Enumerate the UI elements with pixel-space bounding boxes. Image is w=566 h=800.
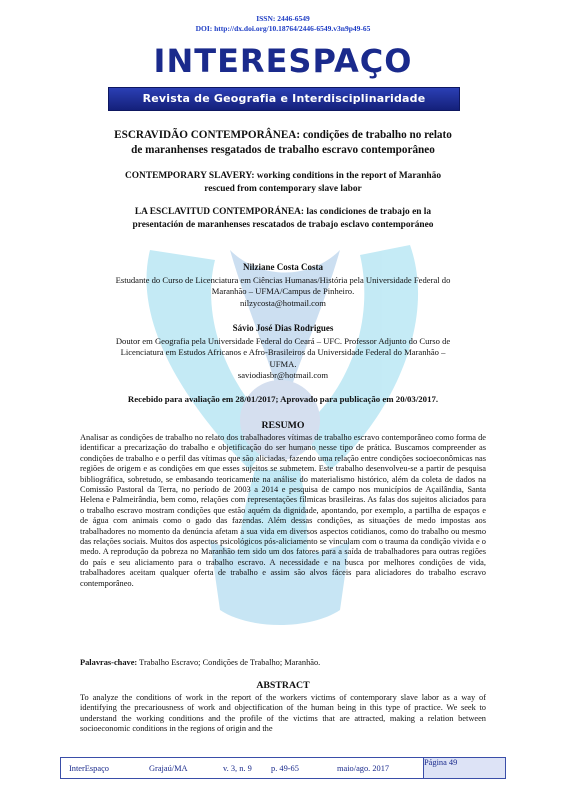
journal-banner [108,87,460,111]
title-pt-line1: ESCRAVIDÃO CONTEMPORÂNEA: condições de trabalho no relato [114,129,452,141]
title-en-line2: rescued from contemporary slave labor [204,183,362,194]
footer-journal: InterEspaço [69,763,109,773]
footer-place: Grajaú/MA [149,763,188,773]
page-footer [60,757,506,779]
title-portuguese [60,128,506,158]
title-english [70,170,496,195]
author-affiliation: Estudante do Curso de Licenciatura em Ciências Humanas/História pela Universidade Federal do [115,274,451,285]
doi-link[interactable]: DOI: http://dx.doi.org/10.18764/2446-6549.v3n9p49-65 [195,24,371,33]
author-name: Sávio José Dias Rodrigues [232,323,334,333]
footer-date: maio/ago. 2017 [337,763,390,773]
title-en-line1: CONTEMPORARY SLAVERY: working conditions in the report of Maranhão [124,171,442,181]
title-es-line1: LA ESCLAVITUD CONTEMPORÁNEA: las condiciones de trabajo en la [134,207,432,217]
footer-pages: p. 49-65 [271,763,299,773]
abstract-heading: ABSTRACT [256,680,310,691]
footer-page-number: Página 49 [423,758,505,778]
author-email[interactable]: saviodiasbr@hotmail.com [237,370,329,380]
author-affiliation: Doutor em Geografia pela Universidade Federal do Ceará – UFC. Professor Adjunto do Curso de [115,335,451,346]
author-name: Nilziane Costa Costa [243,262,323,272]
abstract-text: To analyze the conditions of work in the report of the workers victims of contemporary slave labor as a way of identifying the precariousness of work and objectification of the human being in this type of practice. We seek to understand the working conditions and the profile of the victims that are attracted, making a relation between socioeconomic conditions in the regions of origin and the [80,693,486,734]
keywords-text: Trabalho Escravo; Condições de Trabalho; Maranhão. [137,658,321,667]
author-block-1 [70,262,496,309]
resumo-text: Analisar as condições de trabalho no relato dos trabalhadores vítimas de trabalho escravo contemporâneo como forma de identificar a precarização do trabalho e objetificação do ser humano nesse tipo de prática. Buscamos compreender as condições de trabalho e o perfil das vítimas que são aliciadas, fazendo uma relação entre condições socioeconômicas nas regiões de origem e as condições em que esses sujeitos se submetem. Este trabalho desenvolveu-se a partir de pesquisa bibliográfica, sobretudo, se embasando teoricamente na análise do materialismo histórico, além da coleta de dados na Comissão Pastoral da Terra, no período de 2003 a 2014 e pesquisa de campo nos municípios de Açailândia, Santa Helena e Palmeirândia, bem como, relações com representações fílmicas brasileiras. As falas dos sujeitos aliciados para o trabalho escravo mostram condições que estão aquém da dignidade, apontando, por exemplo, a partilha de espaços e de água com animais como o gado das fazendas. Além dessas condições, as situações de medo impostas aos trabalhadores no momento da denúncia afetam a sua vida em diversos aspectos cotidianos, como do trabalho ou mesmo das relações sociais. Muitos dos aspectos psicológicos pós-aliciamento se vinculam com o trauma da condição vivida e o medo. A reprodução da pobreza no Maranhão tem sido um dos fatores para a saída de trabalhadores para outras regiões do país e seu aliciamento para o trabalho escravo. A necessidade e na busca por melhores condições de vida, trabalhadores aceitam qualquer oferta de trabalho e assim são alvos fáceis para aliciadores do trabalho escravo contemporâneo. [80,433,486,588]
keywords-label: Palavras-chave: [80,658,138,667]
footer-volume: v. 3, n. 9 [223,763,252,773]
author-email[interactable]: nilzycosta@hotmail.com [240,297,326,308]
title-es-line2: presentación de maranhenses rescatados de trabajo esclavo contemporáneo [132,219,434,230]
author-affiliation: Maranhão – UFMA/Campus de Pinheiro. [211,286,355,296]
author-affiliation: Licenciatura em Estudos Africanos e Afro-Brasileiros da Universidade Federal do Maranhão – [120,347,446,357]
resumo-heading: RESUMO [261,420,305,431]
issn-line: ISSN: 2446-6549 [256,14,310,23]
keywords [80,658,486,667]
journal-logo [108,40,458,82]
author-affiliation: UFMA. [269,358,297,369]
author-block-2 [70,323,496,382]
journal-logo-text: INTERESPAÇO [153,42,413,80]
header-meta [0,14,566,34]
received-dates: Recebido para avaliação em 28/01/2017; Aprovado para publicação em 20/03/2017. [127,394,439,404]
title-spanish [70,206,496,231]
title-pt-line2: de maranhenses resgatados de trabalho escravo contemporâneo [131,144,435,156]
journal-subtitle: Revista de Geografia e Interdisciplinaridade [142,92,426,105]
